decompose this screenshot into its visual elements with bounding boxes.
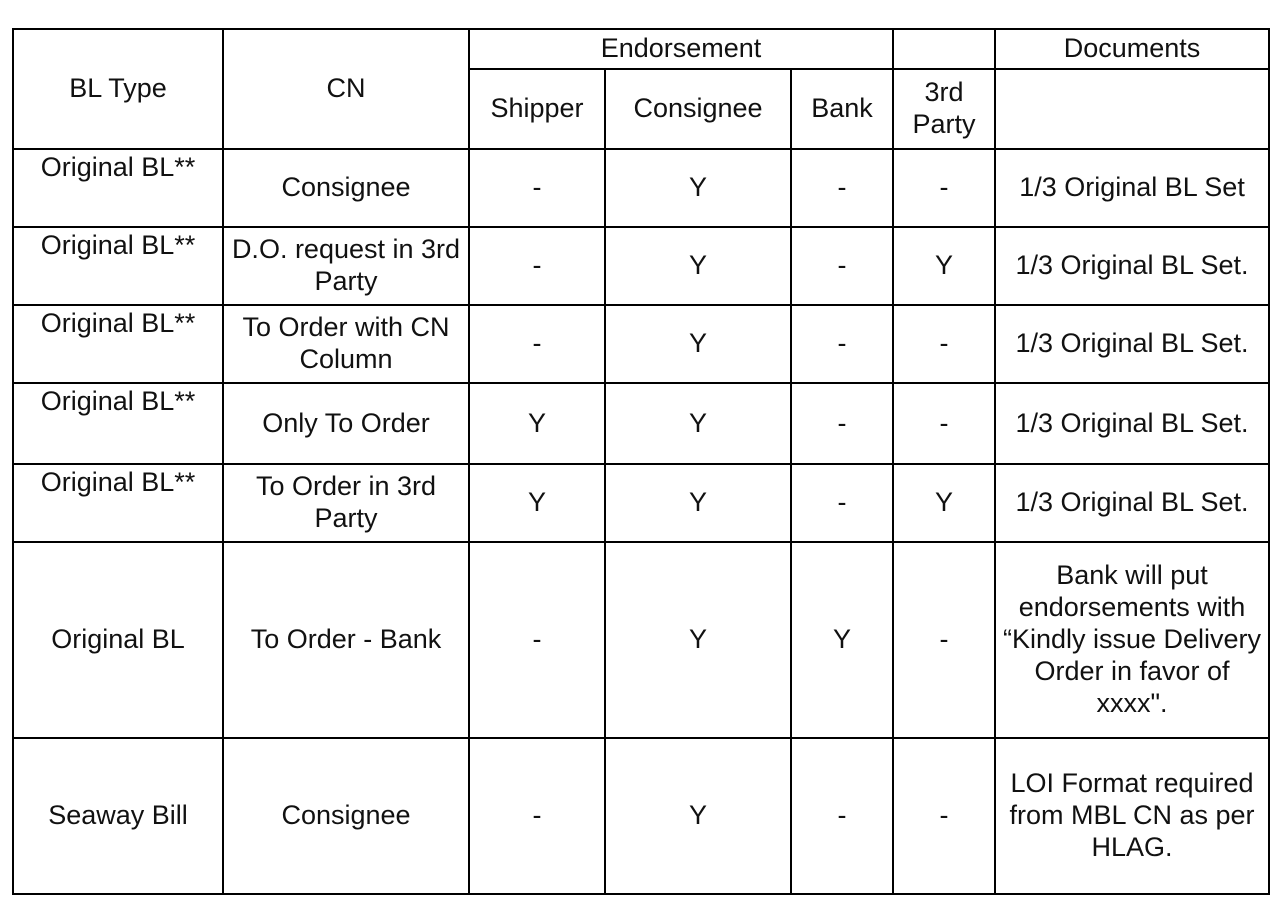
bl-endorsement-table bbox=[12, 28, 1270, 895]
header-shipper: Shipper bbox=[469, 69, 605, 149]
header-documents-blank bbox=[995, 69, 1269, 149]
cell-documents: 1/3 Original BL Set. bbox=[995, 383, 1269, 464]
cell-bl-type: Original BL bbox=[13, 542, 223, 738]
cell-third-party: - bbox=[893, 305, 995, 383]
header-blank-cell bbox=[893, 29, 995, 69]
table-row bbox=[13, 149, 1269, 227]
cell-third-party: - bbox=[893, 149, 995, 227]
cell-bank: - bbox=[791, 383, 893, 464]
cell-bank: - bbox=[791, 149, 893, 227]
cell-bl-type: Original BL** bbox=[13, 464, 223, 542]
cell-consignee: Y bbox=[605, 542, 791, 738]
cell-documents: LOI Format required from MBL CN as per HLAG. bbox=[995, 738, 1269, 894]
cell-third-party: Y bbox=[893, 227, 995, 305]
table-row bbox=[13, 542, 1269, 738]
cell-consignee: Y bbox=[605, 227, 791, 305]
header-documents: Documents bbox=[995, 29, 1269, 69]
cell-consignee: Y bbox=[605, 149, 791, 227]
cell-consignee: Y bbox=[605, 383, 791, 464]
table-row bbox=[13, 464, 1269, 542]
cell-bank: - bbox=[791, 305, 893, 383]
cell-bank: - bbox=[791, 464, 893, 542]
table-row bbox=[13, 227, 1269, 305]
cell-cn: D.O. request in 3rd Party bbox=[223, 227, 469, 305]
table-row bbox=[13, 305, 1269, 383]
cell-bl-type: Original BL** bbox=[13, 383, 223, 464]
header-third-party: 3rd Party bbox=[893, 69, 995, 149]
header-endorsement: Endorsement bbox=[469, 29, 893, 69]
cell-cn: To Order - Bank bbox=[223, 542, 469, 738]
cell-documents: Bank will put endorsements with “Kindly issue Delivery Order in favor of xxxx". bbox=[995, 542, 1269, 738]
cell-third-party: - bbox=[893, 542, 995, 738]
cell-cn: Consignee bbox=[223, 738, 469, 894]
cell-cn: To Order with CN Column bbox=[223, 305, 469, 383]
cell-bank: - bbox=[791, 227, 893, 305]
cell-bl-type: Seaway Bill bbox=[13, 738, 223, 894]
cell-documents: 1/3 Original BL Set. bbox=[995, 464, 1269, 542]
cell-consignee: Y bbox=[605, 738, 791, 894]
cell-shipper: Y bbox=[469, 383, 605, 464]
cell-bl-type: Original BL** bbox=[13, 227, 223, 305]
cell-consignee: Y bbox=[605, 305, 791, 383]
cell-shipper: - bbox=[469, 227, 605, 305]
cell-third-party: - bbox=[893, 738, 995, 894]
cell-bl-type: Original BL** bbox=[13, 305, 223, 383]
cell-cn: Consignee bbox=[223, 149, 469, 227]
header-bank: Bank bbox=[791, 69, 893, 149]
cell-documents: 1/3 Original BL Set. bbox=[995, 227, 1269, 305]
cell-documents: 1/3 Original BL Set. bbox=[995, 305, 1269, 383]
cell-shipper: Y bbox=[469, 464, 605, 542]
cell-shipper: - bbox=[469, 738, 605, 894]
cell-cn: Only To Order bbox=[223, 383, 469, 464]
cell-third-party: - bbox=[893, 383, 995, 464]
cell-bank: - bbox=[791, 738, 893, 894]
cell-bank: Y bbox=[791, 542, 893, 738]
header-consignee: Consignee bbox=[605, 69, 791, 149]
cell-bl-type: Original BL** bbox=[13, 149, 223, 227]
cell-third-party: Y bbox=[893, 464, 995, 542]
header-cn: CN bbox=[223, 29, 469, 149]
cell-shipper: - bbox=[469, 149, 605, 227]
header-bl-type: BL Type bbox=[13, 29, 223, 149]
table-row bbox=[13, 383, 1269, 464]
table-row bbox=[13, 738, 1269, 894]
cell-cn: To Order in 3rd Party bbox=[223, 464, 469, 542]
cell-shipper: - bbox=[469, 305, 605, 383]
cell-consignee: Y bbox=[605, 464, 791, 542]
cell-documents: 1/3 Original BL Set bbox=[995, 149, 1269, 227]
cell-shipper: - bbox=[469, 542, 605, 738]
